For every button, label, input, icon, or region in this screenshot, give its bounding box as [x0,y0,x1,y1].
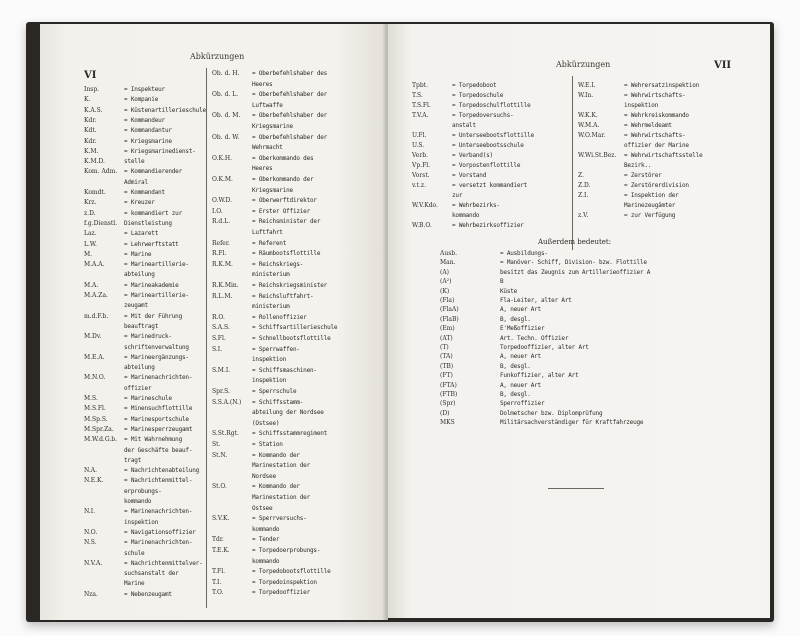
definition: kommando [124,498,152,505]
abbreviation: f.g.Dienstl. [84,219,118,227]
abbreviation: N.E.K. [84,477,104,485]
definition: inspektion [252,356,287,364]
abbreviation: R.L.M. [212,292,233,300]
abbreviation: (AT) [440,334,453,342]
abbreviation: M. [84,250,93,258]
definition: = Minensuchflottille [124,405,193,413]
abbreviation: N.A. [84,467,98,475]
definition: = Marinesperrzeugamt [124,425,193,433]
abbreviation: T.E.K. [212,547,230,554]
definition: Admiral [124,178,148,186]
definition: erprobungs- [124,487,162,495]
definition: = Nebenzeugamt [124,590,172,598]
definition: stelle [124,158,145,166]
definition: = Reichskriegsminister [252,282,328,289]
abbreviation: Z.I. [578,192,589,199]
definition: = Wehrwirtschafts- [624,92,686,99]
abbreviation: (FT) [440,372,453,380]
abbreviation: Vorst. [412,172,430,179]
right-column-1 [412,82,572,252]
abbreviation: N.I. [84,508,96,516]
definition: = Torpedoerprobungs- [252,547,321,554]
abbreviation: (Em) [440,325,455,333]
abbreviation: M.Dv. [84,333,102,341]
abbreviation: (FTA) [440,381,457,389]
definition: E'Meßoffizier [500,325,545,333]
abbreviation: W.Wi.St.Bez. [578,152,617,159]
definition: = Tender [252,536,280,544]
definition: = Torpedoinspektion [252,578,317,586]
right-column-2 [578,82,764,252]
definition: = Unterseebootsschule [452,142,524,149]
definition: tragt [124,456,142,464]
definition: = Vorpostenflottille [452,162,521,169]
definition: = Mit Wahrnehmung [124,436,183,444]
right-page-header: Abkürzungen [556,60,611,69]
definition: = Lazarett [124,230,159,238]
definition: = Reichsminister der [252,218,321,226]
definition: Heeres [252,165,273,173]
definition: = Wehrwirtschafts- [624,132,686,139]
abbreviation: m.d.F.b. [84,312,109,320]
definition: = Marineakademie [124,281,179,289]
abbreviation: Man. [440,259,456,267]
definition: = Räumbootsflottille [252,250,321,258]
definition: abteilung [124,271,155,279]
definition: A, neuer Art [500,381,541,389]
definition: = versetzt kommandiert [452,182,528,189]
abbreviation: M.Spr.Za. [84,425,114,433]
definition: Dolmetscher bzw. Diplomprüfung [500,409,603,417]
definition: = Kommandant [124,189,165,196]
definition: = Kreuzer [124,199,155,207]
abbreviation: Ausb. [440,250,458,257]
definition: beauftragt [124,322,159,330]
abbreviation: Kom. Adm. [84,168,118,176]
definition: der Geschäfte beauf- [124,446,193,454]
definition: = Schiffsartillerieschule [252,324,338,332]
definition: besitzt das Zeugnis zum Artillerieoffizier A [500,268,651,276]
definition: = Marine [124,250,152,258]
definition: = Marinedruck- [124,333,172,341]
definition: Kriegsmarine [252,123,293,130]
definition: Marinestation der [252,494,311,501]
abbreviation: Vp.Fl. [412,162,431,169]
abbreviation: T.V.A. [412,112,429,119]
abbreviation: M.W.d.G.b. [84,436,118,444]
definition: inspektion [124,518,159,526]
abbreviation: Kdt. [84,127,97,135]
definition: Marine [124,580,145,588]
definition: kommando [452,212,480,219]
definition: schriftenverwaltung [124,343,189,351]
definition: = Schnellbootsflottille [252,335,331,342]
abbreviation: W.V.Kdo. [412,202,438,209]
definition: = Sperrschule [252,388,297,395]
definition: (Ostsee) [252,419,280,427]
abbreviation: (A²) [440,278,452,286]
definition: Ostsee [252,504,273,512]
abbreviation: Nza. [84,590,98,598]
definition: = Oberbefehlshaber der [252,133,328,141]
definition: Funkoffizier, alter Art [500,372,579,380]
abbreviation: (D) [440,409,450,417]
definition: = Oberkommando des [252,154,314,162]
abbreviation: Tdr. [212,536,224,544]
definition: = Reichsluftfahrt- [252,292,314,300]
abbreviation: T.S.Fl. [412,102,431,109]
abbreviation: R.Fl. [212,250,227,258]
definition: = Sperrwaffen- [252,345,300,353]
definition: = Mit der Führung [124,312,183,320]
left-page-number: VI [84,70,97,81]
abbreviation: Verb. [412,152,428,159]
definition: = Torpedoversuchs- [452,112,514,119]
abbreviation: R.K.M. [212,260,233,268]
definition: = Oberbefehlshaber des [252,70,328,77]
definition: = Torpedoschule [452,92,504,99]
definition: = Marinenachrichten- [124,539,193,547]
definition: = Torpedooffizier [252,589,311,597]
abbreviation: I.O. [212,207,223,215]
left-column-1 [84,86,204,606]
abbreviation: M.A. [84,281,99,289]
definition: = Kompanie [124,96,159,104]
abbreviation: Krz. [84,199,97,207]
abbreviation: W.B.O. [412,222,432,229]
definition: kommando [252,557,280,565]
definition: B, desgl. [500,315,531,323]
abbreviation: N.S. [84,539,97,547]
definition: = Nachrichtenabteilung [124,467,200,475]
definition: Bezirk.. [624,162,652,169]
abbreviation: z.D. [84,209,96,217]
abbreviation: v.t.z. [412,182,426,189]
abbreviation: M.A.Za. [84,292,108,299]
definition: = Referent [252,239,287,247]
definition: = Wehrbezirks- [452,202,500,209]
definition: = Inspektion der [624,192,679,199]
abbreviation: S.Fl. [212,335,226,342]
definition: = Ausbildungs- [500,250,548,257]
abbreviation: Komdt. [84,189,106,196]
abbreviation: T.I. [212,578,222,586]
definition: = Zerstörer [624,172,662,179]
abbreviation: T.O. [212,589,224,597]
definition: = Marinesportschule [124,415,189,423]
left-column-2 [212,70,384,610]
abbreviation: M.N.O. [84,374,106,382]
definition: = Marinenachrichten- [124,508,193,516]
abbreviation: M.S.Fl. [84,405,106,413]
abbreviation: W.In. [578,92,594,99]
definition: = Sperrversuchs- [252,515,307,523]
definition: abteilung [124,364,155,372]
definition: = Marineschule [124,395,172,402]
abbreviation: (Spr) [440,400,456,408]
definition: Torpedooffizier, alter Art [500,344,589,351]
definition: = Marineartillerie- [124,292,189,299]
definition: = Torpedoschulflottille [452,102,531,109]
abbreviation: Kdr. [84,137,97,145]
definition: = Schiffsstammregiment [252,430,328,438]
definition: = Reichskriegs- [252,260,304,268]
abbreviation: Ob. d. W. [212,133,240,141]
additional-title: Außerdem bedeutet: [538,238,612,246]
definition: = Schiffsmaschinen- [252,366,317,374]
abbreviation: (K) [440,287,450,295]
definition: Küste [500,287,518,295]
abbreviation: (FlaA) [440,306,459,314]
abbreviation: T.Fl. [212,568,226,576]
definition: = Marineartillerie- [124,261,189,269]
definition: = Inspekteur [124,86,165,93]
abbreviation: z.V. [578,212,589,219]
definition: = Zerstörerdivision [624,182,689,189]
definition: inspektion [624,102,659,109]
abbreviation: Refer. [212,239,230,247]
abbreviation: R.K.Min. [212,282,239,289]
definition: = Navigationsoffizier [124,528,196,536]
abbreviation: S.S.A.(N.) [212,398,242,406]
abbreviation: W.E.I. [578,82,596,89]
definition: A, neuer Art [500,353,541,361]
definition: zur [452,192,463,199]
definition: B, desgl. [500,362,531,370]
definition: = Lehrwerftstatt [124,240,179,248]
definition: Heeres [252,80,273,88]
right-page [388,24,770,618]
definition: = Kommando der [252,451,300,459]
abbreviation: M.A.A. [84,261,105,269]
abbreviation: (A) [440,268,450,276]
definition: Marinestation der [252,462,311,470]
abbreviation: U.Fl. [412,132,427,139]
abbreviation: Z.D. [578,182,591,189]
definition: = Nachrichtenmittelver- [124,559,203,567]
abbreviation: M.Sp.S. [84,415,108,423]
left-page-header: Abkürzungen [190,52,245,61]
abbreviation: Insp. [84,86,100,93]
abbreviation: R.O. [212,313,225,321]
definition: abteilung der Nordsee [252,409,324,417]
definition: = Marineergänzungs- [124,353,189,361]
abbreviation: Ob. d. H. [212,70,240,77]
definition: = Wehrersatzinspektion [624,82,700,89]
abbreviation: St.N. [212,451,228,459]
abbreviation: S.M.I. [212,366,231,374]
definition: = Verband(s) [452,152,493,159]
definition: Luftfahrt [252,229,283,236]
abbreviation: N.V.A. [84,559,103,567]
definition: ministerium [252,271,290,279]
abbreviation: (FTB) [440,391,458,398]
abbreviation: Laz. [84,230,97,238]
abbreviation: S.A.S. [212,324,230,332]
abbreviation: St. [212,441,221,448]
definition: = Oberbefehlshaber der [252,91,328,99]
abbreviation: W.M.A. [578,122,600,129]
definition: Fla-Leiter, alter Art [500,297,572,304]
definition: = Kriegsmarine [124,137,172,145]
definition: = Rollenoffizier [252,313,307,321]
definition: Marinezeugämter [624,202,676,209]
definition: = Manöver- Schiff, Division- bzw. Flottille [500,259,647,267]
definition: Art. Techn. Offizier [500,334,569,342]
abbreviation: (TA) [440,353,453,361]
definition: kommando [252,525,280,533]
definition: ministerium [252,303,290,311]
abbreviation: T.S. [412,92,423,99]
definition: = Marinenachrichten- [124,374,193,382]
definition: Wehrmacht [252,144,283,152]
definition: offizier der Marine [624,142,689,149]
definition: Sperroffizier [500,400,545,408]
abbreviation: W.K.K. [578,112,598,119]
definition: = Wehrwirtschaftsstelle [624,152,703,159]
definition: = Torpedobootsflottille [252,568,331,576]
definition: offizier [124,384,152,392]
abbreviation: MKS [440,419,455,427]
abbreviation: Spr.S. [212,388,230,395]
definition: = Kommandierender [124,168,183,176]
closing-rule [548,488,604,489]
abbreviation: Ob. d. M. [212,112,241,120]
abbreviation: Z. [578,172,584,179]
definition: = zur Verfügung [624,212,676,219]
definition: = Oberkommando der [252,176,314,183]
definition: inspektion [252,377,287,385]
abbreviation: K.M. [84,147,99,155]
abbreviation: (Fla) [440,297,455,304]
definition: zeugamt [124,302,148,310]
definition: = Wehrmeldeamt [624,122,672,129]
definition: Dienstleistung [124,219,172,227]
abbreviation: O.W.D. [212,197,233,205]
right-page-number: VII [714,60,732,71]
abbreviation: S.V.K. [212,515,230,523]
right-column-divider [572,76,573,250]
definition: = Wehrkreiskommando [624,112,689,119]
left-column-divider [206,68,207,608]
definition: B, desgl. [500,391,531,398]
abbreviation: O.K.M. [212,176,233,183]
abbreviation: S.St.Rgt. [212,430,239,438]
definition: = Unterseebootsflottille [452,132,534,139]
abbreviation: R.d.L. [212,218,231,226]
abbreviation: Ob. d. L. [212,91,239,99]
definition: = Kommando der [252,483,300,491]
abbreviation: U.S. [412,142,425,149]
definition: = Wehrbezirksoffizier [452,222,524,229]
abbreviation: K.M.D. [84,158,105,166]
definition: = Kriegsmarinedienst- [124,147,196,155]
definition: = Kommandantur [124,127,172,135]
definition: = Torpedoboot [452,82,497,89]
abbreviation: Tpbt. [412,82,429,89]
left-page [40,24,388,620]
abbreviation: W.O.Mar. [578,132,606,139]
definition: schule [124,549,145,557]
abbreviation: St.O. [212,483,227,491]
abbreviation: L.W. [84,240,97,248]
definition: = Erster Offizier [252,207,311,215]
definition: = Nachrichtenmittel- [124,477,193,485]
definition: B [500,278,504,286]
definition: Kriegsmarine [252,186,293,194]
definition: A, neuer Art [500,306,541,314]
definition: = Kommandeur [124,116,165,124]
abbreviation: O.K.H. [212,154,233,162]
definition: Militärsachverständiger für Kraftfahrzeuge [500,419,644,427]
abbreviation: (TB) [440,362,454,370]
abbreviation: (T) [440,344,449,351]
abbreviation: N.O. [84,528,98,536]
definition: = Vorstand [452,172,487,179]
definition: = Oberwerftdirektor [252,197,317,205]
definition: = kommandiert zur [124,209,183,217]
abbreviation: K. [84,96,91,104]
definition: suchsanstalt der [124,570,179,578]
definition: anstalt [452,122,476,129]
definition: Nordsee [252,472,276,480]
abbreviation: M.S. [84,395,98,402]
definition: = Schiffsstamm- [252,398,304,406]
definition: = Küstenartillerieschule [124,106,206,114]
abbreviation: Kdr. [84,116,97,124]
definition: = Station [252,441,283,448]
definition: Luftwaffe [252,101,283,109]
abbreviation: S.I. [212,345,223,353]
additional-list [440,250,760,430]
definition: = Oberbefehlshaber der [252,112,328,120]
abbreviation: M.E.A. [84,353,105,361]
abbreviation: K.A.S. [84,106,103,114]
abbreviation: (FlaB) [440,315,459,323]
